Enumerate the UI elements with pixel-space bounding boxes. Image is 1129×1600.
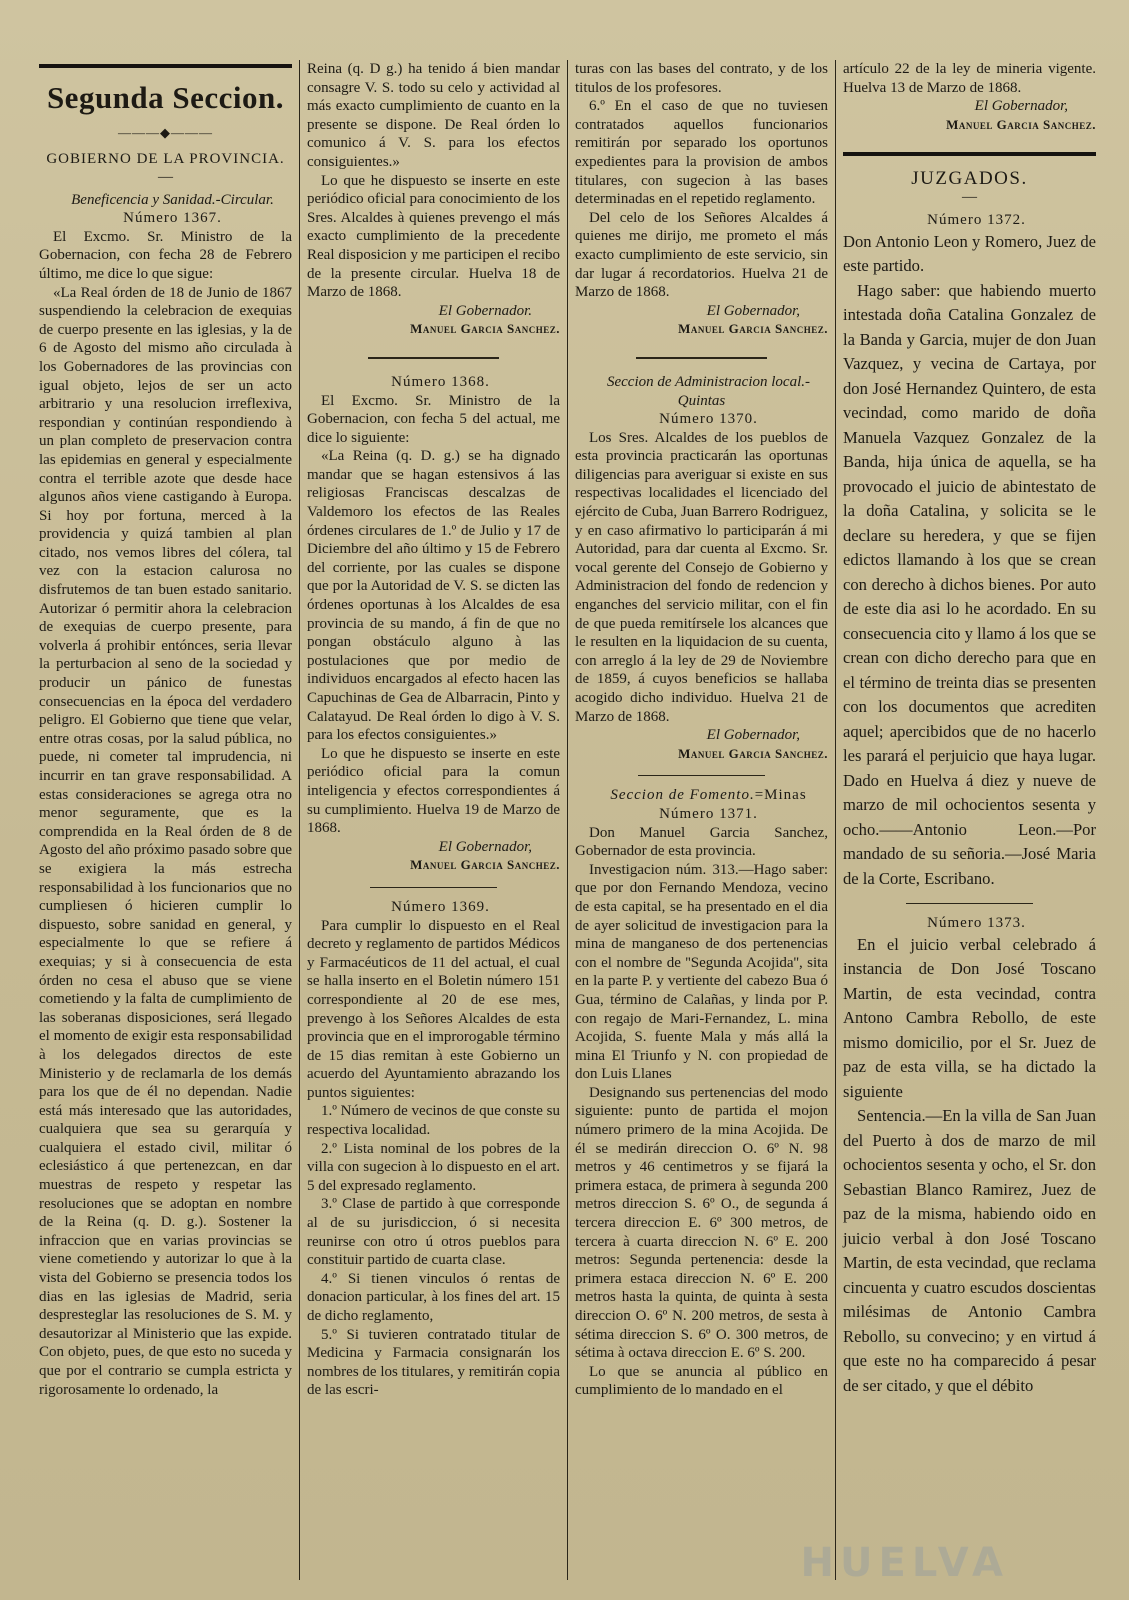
paragraph: 3.º Clase de partido à que corresponde al de su jurisdiccion, ó si necesita reunirse con otro ú otros pueblos para constituir partido de cuarta clase. xyxy=(307,1196,560,1269)
paragraph: Los Sres. Alcaldes de los pueblos de esta provincia practicarán las oportunas diligencias para averiguar si existe en sus respectivas localidades el licenciado del ejército de Cuba, Juan Barrero Rodriguez, y en caso afirmativo lo participarán á mi Autoridad, para dar cuenta al Excmo. Sr. vocal gerente del Consejo de Gobierno y Administracion del fondo de redencion y enganches del servicio militar, con el fin de que pueda remitírsele los alcances que le resulten en la liquidacion de su cuenta, con arreglo á la ley de 29 de Noviembre de 1859, á cuyos beneficios se hallaba acogido dicho individuo. Huelva 21 de Marzo de 1868. xyxy=(575,429,828,725)
separator-rule xyxy=(370,887,497,888)
paragraph: Lo que he dispuesto se inserte en este periódico oficial para conocimiento de los Sres. Alcaldes à quienes prevengo el más exacto cumplimiento de la precedente Real disposicion y me participen el recibo de la presente circular. Huelva 18 de Marzo de 1868. xyxy=(307,172,560,301)
signature-title: El Gobernador, xyxy=(438,838,532,855)
notice-number: Número 1369. xyxy=(391,898,490,915)
signature-title: El Gobernador. xyxy=(438,302,532,319)
paragraph: En el juicio verbal celebrado á instancia de Don José Toscano Martin, de esta vecindad, contra Antono Cambra Rebollo, de este mismo domicilio, por el Sr. Juez de paz de esta villa, se ha dictado la siguiente xyxy=(843,934,1096,1101)
columns xyxy=(32,60,1103,1580)
paragraph: Designando sus pertenencias del modo siguiente: punto de partida el mojon número primero de la mina Acojida. De él se medirán direccion O. 6º N. 98 metros y 46 centimetros y se fijará la primera estaca, de primera à segunda 200 metros direccion S. 6º O., de segunda á tercera direccion E. 6º 300 metros, de tercera à cuarta direccion N. 6º E. 200 metros: Segunda pertenencia: desde la primera estaca direccion N. 6º E. 200 metros hasta la quinta, de quinta à sesta direccion O. 6º N. 200 metros, de sesta à sétima direccion S. 6º O. 300 metros, de sétima à octava direccion E. 6º S. 200. xyxy=(575,1084,828,1362)
watermark-stamp: HUELVA xyxy=(800,1540,1009,1586)
paragraph: 4.º Si tienen vinculos ó rentas de donacion particular, à los fines del art. 15 de dicho reglamento, xyxy=(307,1270,560,1324)
paragraph: Para cumplir lo dispuesto en el Real decreto y reglamento de partidos Médicos y Farmacéuticos de 11 del actual, el cual se halla inserto en el Boletin número 151 correspondiente al 20 de ese mes, prevengo à los Señores Alcaldes de esta provincia que en el improrogable término de 15 dias remitan à este Gobierno un acuerdo del Ayuntamiento abrazando los puntos siguientes: xyxy=(307,917,560,1101)
column-4 xyxy=(835,60,1103,1580)
separator-rule xyxy=(368,357,500,359)
separator-rule xyxy=(636,357,768,359)
signature-name: Manuel Garcia Sanchez. xyxy=(678,321,828,337)
section-rule xyxy=(843,152,1096,156)
fomento-heading-italic: Seccion de Fomento. xyxy=(610,787,755,804)
sub-heading: Beneficencia y Sanidad.-Circular. xyxy=(71,191,274,208)
signature-title: El Gobernador, xyxy=(974,98,1068,115)
notice-number: Número 1371. xyxy=(659,805,758,822)
paragraph: Lo que se anuncia al público en cumplimiento de lo mandado en el xyxy=(575,1363,828,1399)
column-2 xyxy=(299,60,567,1580)
paragraph: Don Antonio Leon y Romero, Juez de este partido. xyxy=(843,231,1096,276)
notice-number: Número 1367. xyxy=(123,210,222,227)
paragraph: Investigacion núm. 313.—Hago saber: que por don Fernando Mendoza, vecino de esta capital, se ha presentado en el dia de ayer solicitud de investigacion para la mina de manganeso de dos pertenencias con el nombre de ''Segunda Acojida'', sita en la parte P. y vertiente del cabezo Bua ó Gua, término de Calañas, y linda por P. con regajo de Mari-Fernandez, L. mina Acojida, S. fuente Mala y más allá la mina El Triunfo y N. con propiedad de don Luis Llanes xyxy=(575,861,828,1083)
paragraph: Don Manuel Garcia Sanchez, Gobernador de esta provincia. xyxy=(575,824,828,860)
paragraph: Hago saber: que habiendo muerto intestada doña Catalina Gonzalez de la Banda y Garcia, mujer de don Juan Vazquez, y vecina de Cartaya, por don José Hernandez Quintero, de esta vecindad, como marido de doña Manuela Vazquez Gonzalez de la Banda, hija única de aquella, se ha provocado el juicio de abintestato de la doña Catalina, y solicita se le declare su heredera, y que se fijen edictos llamando à los que se crean con derecho à dichos bienes. Por auto de este dia asi lo he acordado. En su consecuencia cito y llamo á los que se crean con dicho derecho para que en el término de treinta dias se presenten con los documentos que acrediten aquel; apercibidos que de no hacerlo les parará el perjuicio que haya lugar. Dado en Huelva á diez y nueve de marzo de mil ochocientos sesenta y ocho.——Antonio Leon.—Por mandado de su señoria.—José Maria de la Corte, Escribano. xyxy=(843,280,1096,888)
fomento-heading-rest: =Minas xyxy=(754,787,807,804)
paragraph: Reina (q. D g.) ha tenido á bien mandar consagre V. S. todo su celo y actividad al más exacto cumplimiento de cuanto en la presente se dispone. De Real órden lo comunico á V. S. para los efectos consiguientes.» xyxy=(307,61,560,170)
paragraph: 2.º Lista nominal de los pobres de la villa con sugecion à lo dispuesto en el art. 5 del expresado reglamento. xyxy=(307,1140,560,1194)
paragraph: «La Real órden de 18 de Junio de 1867 suspendiendo la celebracion de exequias de cuerpo presente en las iglesias, y la de 6 de Agosto del mismo año circulada à los Gobernadores de las provincias con igual objeto, lejos de ser un acto arbitrario y una resolucion irreflexiva, respondian y continúan respondiendo à un plan completo de preservacion contra las epidemias en general y especialmente contra el terrible azote que desde hace algunos años viene castigando à Europa. Si hoy por fortuna, merced à la providencia y quizá tambien al plan citado, nos vemos libres del cólera, tal vez con la estacion calurosa no disfrutemos de tan buen estado sanitario. Autorizar ó permitir ahora la celebracion de exequias de cuerpo presente, para volverla á prohibir entónces, seria llevar la perturbacion al seno de la sociedad y producir un pánico de funestas consecuencias en la época del verdadero peligro. El Gobierno que tiene que velar, entre otras cosas, por la salud pública, no puede, ni cometer tal imprudencia, ni incurrir en tan grave responsabilidad. A estas consideraciones se agrega otra no menor seguramente, que es la comprendida en la Real órden de 8 de Agosto del año próximo pasado sobre que se exigiera la más estrecha responsabilidad à los funcionarios que no cumpliesen ó hicieren cumplir lo dispuesto, sobre sanidad en general, y especialmente lo que se refiere á exequias; y si à consecuencia de esta órden no cesa el abuso que se viene cometiendo y la falta de cumplimiento de las soberanas disposiciones, será llegado el momento de exigir esta responsabilidad à los delegados directos de este Ministerio y de reclamarla de los demás para los que de él no dependan. Nadie está más interesado que las autoridades, cualquiera que sea su gerarquía y cualquiera el estado civil, militar ó eclesiástico á que pertenezcan, en dar muestras de respeto y respetar las resoluciones que se adoptan en nombre de la Reina (q. D. g.). Sostener la infraccion que en varias provincias se viene cometiendo y autorizar lo que à la vista del Gobierno se presencia todos los dias en las iglesias de Madrid, seria despresteglar las resoluciones de S. M. y desautorizar al Ministerio que las expide. Con objeto, pues, de que esto no suceda y que por el contrario se cumpla estricta y rigorosamente lo ordenado, la xyxy=(39,284,292,1398)
signature-title: El Gobernador, xyxy=(706,727,800,744)
gov-heading: GOBIERNO DE LA PROVINCIA. xyxy=(46,151,285,167)
notice-number: Número 1373. xyxy=(927,915,1026,932)
notice-number: Número 1372. xyxy=(927,211,1026,228)
signature-name: Manuel Garcia Sanchez. xyxy=(678,745,828,761)
notice-number: Número 1370. xyxy=(659,411,758,428)
paragraph: El Excmo. Sr. Ministro de la Gobernacion, con fecha 5 del actual, me dice lo siguiente: xyxy=(307,392,560,446)
admin-heading: Seccion de Administracion local.-Quintas xyxy=(606,373,810,409)
paragraph: Sentencia.—En la villa de San Juan del Puerto à dos de marzo de mil ochocientos sesenta y ocho, el Sr. don Sebastian Blanco Ramirez, Juez de paz de la misma, habiendo oido en juicio verbal à don José Toscano Martin, de esta vecindad, que reclama cincuenta y cuatro escudos doscientas milésimas de Antonio Cambra Rebollo, su convecino; y en virtud á que este no ha comparecido á pesar de ser citado, y que el débito xyxy=(843,1106,1096,1395)
signature-name: Manuel Garcia Sanchez. xyxy=(946,116,1096,132)
paragraph: artículo 22 de la ley de mineria vigente. Huelva 13 de Marzo de 1868. xyxy=(843,61,1096,96)
signature-name: Manuel Garcia Sanchez. xyxy=(410,857,560,873)
paragraph: 1.º Número de vecinos de que conste su respectiva localidad. xyxy=(307,1103,560,1139)
paragraph: 5.º Si tuvieren contratado titular de Medicina y Farmacia consignarán los nombres de los titulares, y remitirán copia de las escri- xyxy=(307,1326,560,1399)
paragraph: turas con las bases del contrato, y de los titulos de los profesores. xyxy=(575,61,828,96)
paragraph: «La Reina (q. D. g.) se ha dignado mandar que se hagan estensivos á las religiosas Franciscas descalzas de Valdemoro los efectos de las Reales órdenes circulares de 1.º de Julio y 17 de Diciembre del año último y 15 de Febrero del corriente, por las cuales se dispone que por la Autoridad de V. S. se dicten las órdenes oportunas à los Alcaldes de esa provincia de su mando, á fin de que no pongan obstáculo alguno à las postulaciones que por medio de individuos encargados al efecto hacen las Capuchinas de Gea de Albarracin, Pinto y Calatayud. De Real órden lo digo à V. S. para los efectos consiguientes.» xyxy=(307,448,560,744)
signature-title: El Gobernador, xyxy=(706,302,800,319)
paragraph: Lo que he dispuesto se inserte en este periódico oficial para la comun inteligencia y efectos correspondientes á su cumplimiento. Huelva 19 de Marzo de 1868. xyxy=(307,745,560,837)
dash-divider: — xyxy=(962,188,977,205)
fomento-heading xyxy=(575,786,828,805)
paragraph: 6.º En el caso de que no tuviesen contratados aquellos funcionarios remitirán por separado los oportunos expedientes para la provision de ambos titulares, con sugecion à las bases determinadas en el repetido reglamento. xyxy=(575,98,828,208)
separator-rule xyxy=(638,775,765,776)
dash-divider: — xyxy=(158,168,173,185)
paragraph: Del celo de los Señores Alcaldes á quienes me dirijo, me prometo el más exacto cumplimiento de este servicio, sin dar lugar á recordatorios. Huelva 21 de Marzo de 1868. xyxy=(575,209,828,301)
paragraph: El Excmo. Sr. Ministro de la Gobernacion, con fecha 28 de Febrero último, me dice lo que sigue: xyxy=(39,228,292,282)
section-title: Segunda Seccion. xyxy=(46,80,285,115)
juzgados-heading: JUZGADOS. xyxy=(911,168,1028,190)
juzgados-text-b xyxy=(843,933,1096,1399)
signature-name: Manuel Garcia Sanchez. xyxy=(410,321,560,337)
ornament-divider: ———◆——— xyxy=(118,125,213,140)
notice-number: Número 1368. xyxy=(391,373,490,390)
column-1 xyxy=(32,60,299,1580)
top-rule xyxy=(39,64,292,68)
column-3 xyxy=(567,60,835,1580)
separator-rule xyxy=(906,903,1033,904)
juzgados-text-a xyxy=(843,230,1096,892)
